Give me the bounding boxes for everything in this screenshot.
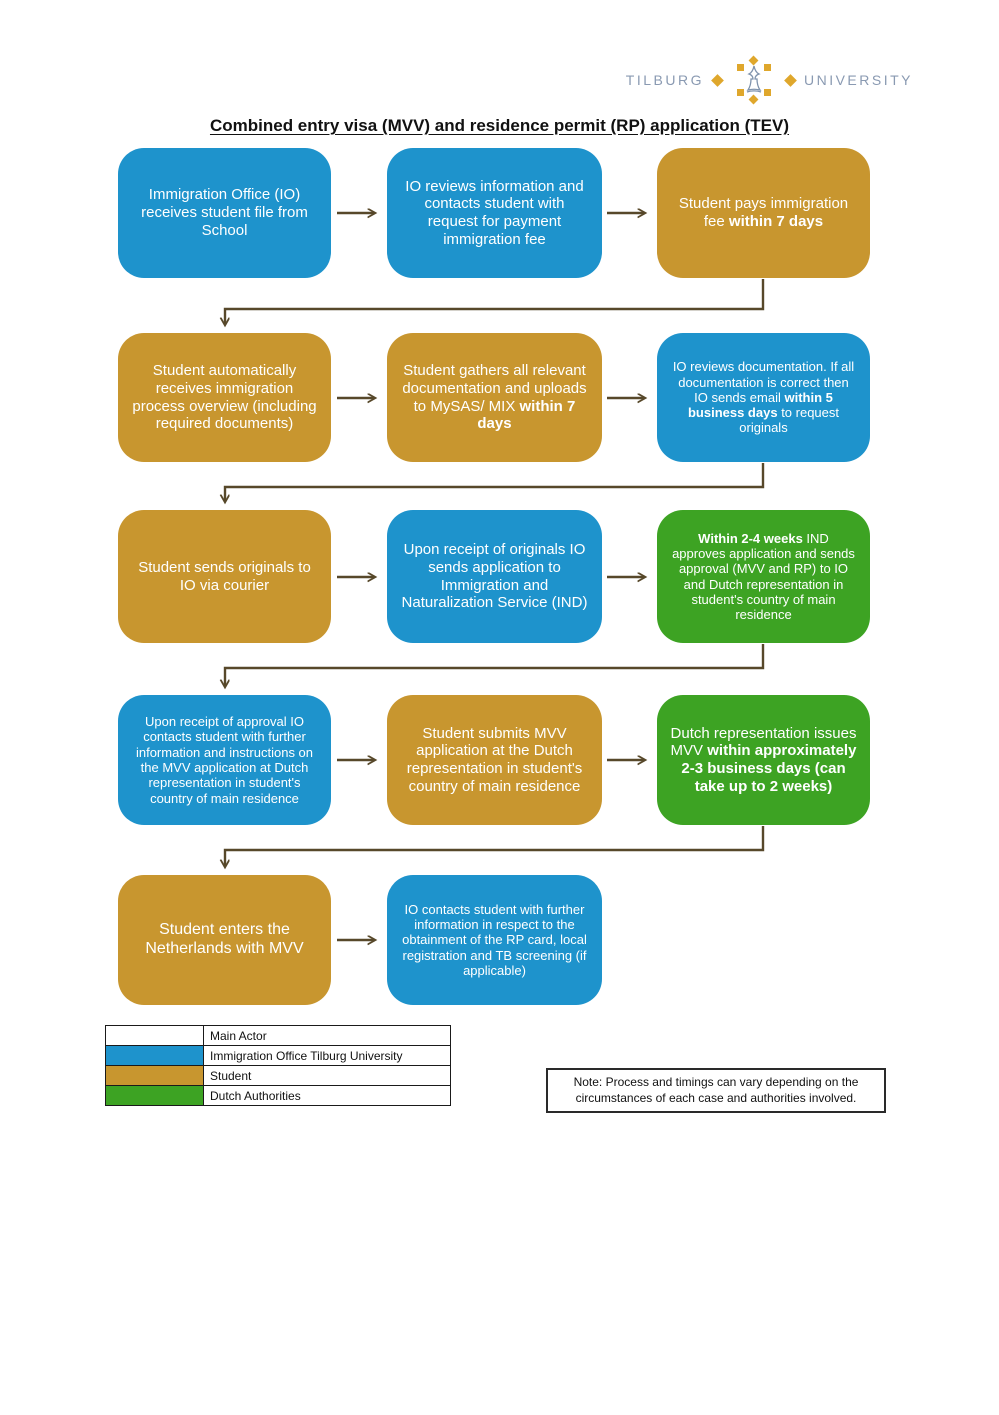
flow-box-ind-approves: Within 2-4 weeks IND approves application and sends approval (MVV and RP) to IO and Dutch representation in student's country of main residence bbox=[657, 510, 870, 643]
legend-swatch-io bbox=[106, 1046, 204, 1066]
page-title: Combined entry visa (MVV) and residence permit (RP) application (TEV) bbox=[209, 116, 790, 135]
flow-box-io-receives-file: Immigration Office (IO) receives student file from School bbox=[118, 148, 331, 278]
connector-row1-row2 bbox=[225, 279, 763, 325]
university-crest-icon bbox=[731, 57, 777, 103]
legend-swatch-dutch bbox=[106, 1086, 204, 1106]
flow-box-io-sends-to-ind: Upon receipt of originals IO sends application to Immigration and Naturalization Service (IND) bbox=[387, 510, 602, 643]
legend-row-io bbox=[106, 1046, 451, 1066]
legend-row-header bbox=[106, 1026, 451, 1046]
flow-box-io-requests-payment: IO reviews information and contacts student with request for payment immigration fee bbox=[387, 148, 602, 278]
flow-box-student-submits-mvv: Student submits MVV application at the Dutch representation in student's country of main residence bbox=[387, 695, 602, 825]
legend-row-student bbox=[106, 1066, 451, 1086]
note-box: Note: Process and timings can vary depending on the circumstances of each case and authorities involved. bbox=[546, 1068, 886, 1113]
flow-box-student-enters-netherlands: Student enters the Netherlands with MVV bbox=[118, 875, 331, 1005]
flow-box-io-contacts-mvv-instructions: Upon receipt of approval IO contacts student with further information and instructions on the MVV application at Dutch representation in student's country of main residence bbox=[118, 695, 331, 825]
legend-swatch-student bbox=[106, 1066, 204, 1086]
flow-box-student-sends-originals: Student sends originals to IO via courier bbox=[118, 510, 331, 643]
flow-box-student-uploads-docs: Student gathers all relevant documentation and uploads to MySAS/ MIX within 7 days bbox=[387, 333, 602, 462]
flow-box-io-reviews-docs: IO reviews documentation. If all documentation is correct then IO sends email within 5 business days to request originals bbox=[657, 333, 870, 462]
diamond-icon bbox=[784, 74, 797, 87]
legend-label: Dutch Authorities bbox=[204, 1086, 451, 1106]
connector-row3-row4 bbox=[225, 644, 763, 687]
legend-table bbox=[105, 1025, 451, 1106]
legend-label: Student bbox=[204, 1066, 451, 1086]
legend-label: Main Actor bbox=[204, 1026, 451, 1046]
connector-row2-row3 bbox=[225, 463, 763, 502]
legend-row-dutch bbox=[106, 1086, 451, 1106]
connector-row4-row5 bbox=[225, 826, 763, 867]
logo-word-university: UNIVERSITY bbox=[803, 72, 913, 88]
legend-swatch-none bbox=[106, 1026, 204, 1046]
logo-word-tilburg: TILBURG bbox=[625, 72, 704, 88]
flow-box-student-pays-fee: Student pays immigration fee within 7 days bbox=[657, 148, 870, 278]
flow-box-student-receives-overview: Student automatically receives immigration process overview (including required documents) bbox=[118, 333, 331, 462]
flow-box-dutch-issues-mvv: Dutch representation issues MVV within approximately 2-3 business days (can take up to 2 weeks) bbox=[657, 695, 870, 825]
diamond-icon bbox=[711, 74, 724, 87]
tilburg-university-logo bbox=[626, 57, 913, 103]
flow-box-io-rp-card-info: IO contacts student with further information in respect to the obtainment of the RP card, local registration and TB screening (if applicable) bbox=[387, 875, 602, 1005]
legend-label: Immigration Office Tilburg University bbox=[204, 1046, 451, 1066]
